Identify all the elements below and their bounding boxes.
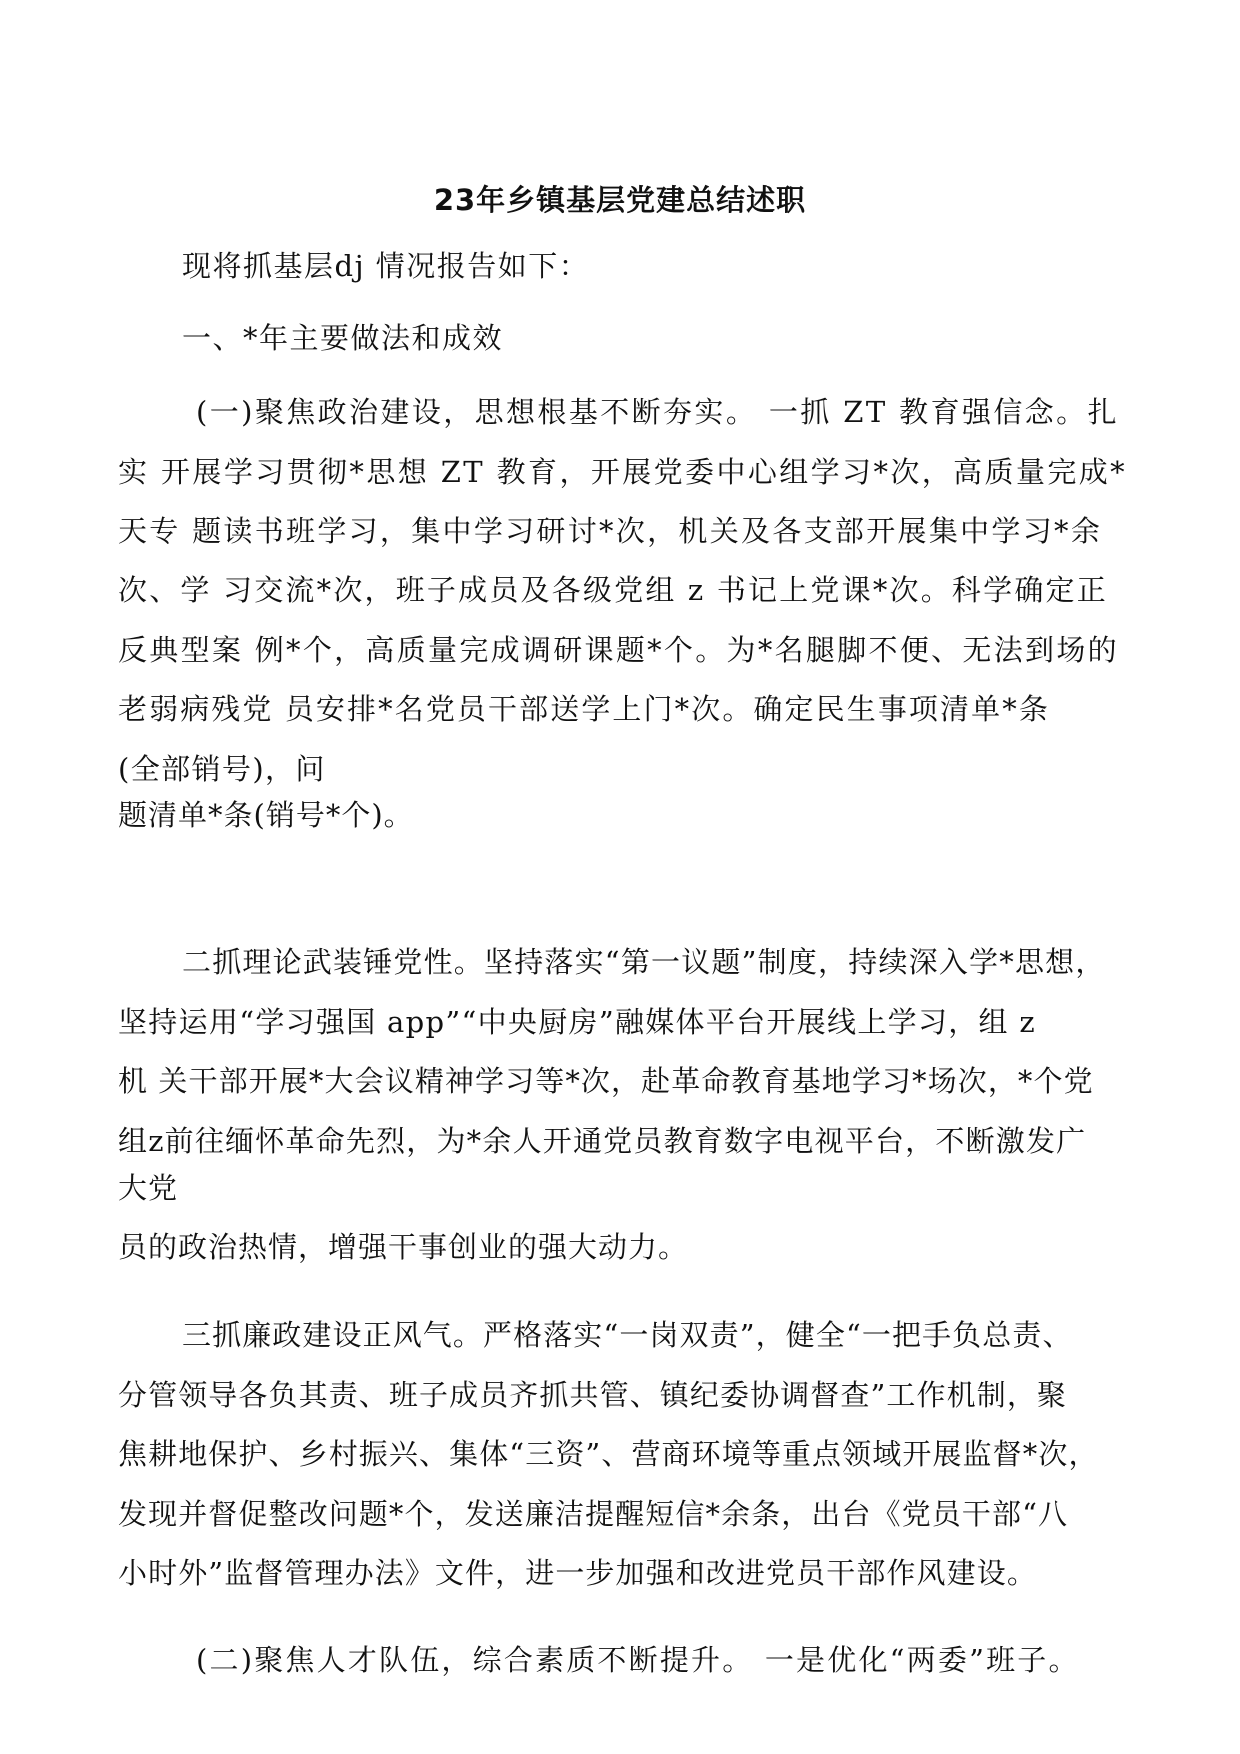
paragraph-line: 老弱病残党 员安排*名党员干部送学上门*次。确定民生事项清单*条 bbox=[118, 692, 1050, 726]
paragraph-line: 三抓廉政建设正风气。严格落实“一岗双责”，健全“一把手负总责、 bbox=[182, 1318, 1073, 1352]
section-heading: 一、*年主要做法和成效 bbox=[182, 321, 504, 355]
paragraph-line: (一)聚焦政治建设，思想根基不断夯实。 一抓 ZT 教育强信念。扎 bbox=[196, 395, 1119, 429]
paragraph-line: 实 开展学习贯彻*思想 ZT 教育，开展党委中心组学习*次，高质量完成* bbox=[118, 455, 1128, 489]
paragraph-line: 组z前往缅怀革命先烈，为*余人开通党员教育数字电视平台，不断激发广 bbox=[118, 1124, 1087, 1158]
paragraph-line: 小时外”监督管理办法》文件，进一步加强和改进党员干部作风建设。 bbox=[118, 1556, 1037, 1590]
document-title: 23年乡镇基层党建总结述职 bbox=[433, 183, 807, 217]
paragraph-line: 天专 题读书班学习，集中学习研讨*次，机关及各支部开展集中学习*余 bbox=[118, 514, 1103, 548]
paragraph-line: 大党 bbox=[118, 1171, 179, 1205]
paragraph-line: 二抓理论武装锤党性。坚持落实“第一议题”制度，持续深入学*思想， bbox=[182, 945, 1106, 979]
paragraph-line: 焦耕地保护、乡村振兴、集体“三资”、营商环境等重点领域开展监督*次， bbox=[118, 1437, 1099, 1471]
paragraph-line: (全部销号)，问 bbox=[118, 752, 326, 786]
paragraph-line: 员的政治热情，增强干事创业的强大动力。 bbox=[118, 1230, 689, 1264]
intro-line: 现将抓基层dj 情况报告如下： bbox=[182, 249, 590, 283]
paragraph-line: 题清单*条(销号*个)。 bbox=[118, 798, 414, 832]
paragraph-line: 发现并督促整改问题*个，发送廉洁提醒短信*余条，出台《党员干部“八 bbox=[118, 1497, 1069, 1531]
paragraph-line: 坚持运用“学习强国 app”“中央厨房”融媒体平台开展线上学习，组 z bbox=[118, 1005, 1036, 1039]
paragraph-line: 机 关干部开展*大会议精神学习等*次，赴革命教育基地学习*场次，*个党 bbox=[118, 1064, 1094, 1098]
paragraph-line: (二)聚焦人才队伍，综合素质不断提升。 一是优化“两委”班子。 bbox=[196, 1643, 1080, 1677]
paragraph-line: 反典型案 例*个，高质量完成调研课题*个。为*名腿脚不便、无法到场的 bbox=[118, 633, 1119, 667]
paragraph-line: 次、学 习交流*次，班子成员及各级党组 z 书记上党课*次。科学确定正 bbox=[118, 573, 1108, 607]
paragraph-line: 分管领导各负其责、班子成员齐抓共管、镇纪委协调督查”工作机制，聚 bbox=[118, 1378, 1068, 1412]
